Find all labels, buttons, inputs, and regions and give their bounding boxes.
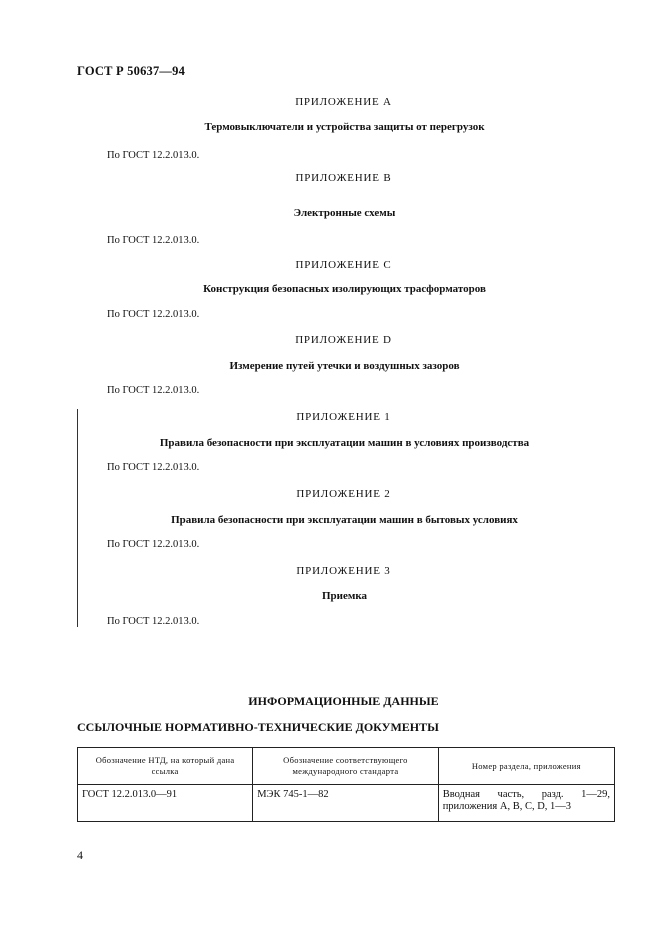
appendix-1-name: Правила безопасности при эксплуатации машин в условиях производства xyxy=(159,437,530,449)
cell-section: Вводная часть, разд. 1—29, приложения А, В, С, D, 1—3 xyxy=(438,785,614,822)
column-header-ntd: Обозначение НТД, на который дана ссылка xyxy=(78,748,253,785)
appendix-a-ref: По ГОСТ 12.2.013.0. xyxy=(107,150,200,161)
table-row xyxy=(78,785,615,822)
appendix-a-name: Термовыключатели и устройства защиты от перегрузок xyxy=(204,121,485,133)
appendix-c-name: Конструкция безопасных изолирующих трасформаторов xyxy=(203,283,486,295)
column-header-section: Номер раздела, приложения xyxy=(438,748,614,785)
appendix-c-ref: По ГОСТ 12.2.013.0. xyxy=(107,309,200,320)
document-header: ГОСТ Р 50637—94 xyxy=(77,64,186,78)
appendix-1-title: ПРИЛОЖЕНИЕ 1 xyxy=(296,411,391,423)
appendix-c-title: ПРИЛОЖЕНИЕ С xyxy=(295,259,392,271)
reference-docs-title: ССЫЛОЧНЫЕ НОРМАТИВНО-ТЕХНИЧЕСКИЕ ДОКУМЕНТЫ xyxy=(77,720,439,734)
appendix-2-ref: По ГОСТ 12.2.013.0. xyxy=(107,539,200,550)
appendix-1-ref: По ГОСТ 12.2.013.0. xyxy=(107,462,200,473)
appendix-2-title: ПРИЛОЖЕНИЕ 2 xyxy=(296,488,391,500)
reference-docs-table xyxy=(77,747,615,822)
appendix-d-name: Измерение путей утечки и воздушных зазоров xyxy=(229,360,460,372)
table-header-row xyxy=(78,748,615,785)
page-number: 4 xyxy=(77,848,83,862)
appendix-b-title: ПРИЛОЖЕНИЕ В xyxy=(295,172,392,184)
info-data-title: ИНФОРМАЦИОННЫЕ ДАННЫЕ xyxy=(248,694,439,708)
appendix-3-title: ПРИЛОЖЕНИЕ 3 xyxy=(296,565,391,577)
appendix-3-ref: По ГОСТ 12.2.013.0. xyxy=(107,616,200,627)
appendix-b-name: Электронные схемы xyxy=(293,207,396,219)
appendix-3-name: Приемка xyxy=(321,590,368,602)
cell-intl-standard: МЭК 745-1—82 xyxy=(253,785,438,822)
appendix-b-ref: По ГОСТ 12.2.013.0. xyxy=(107,235,200,246)
appendix-d-title: ПРИЛОЖЕНИЕ D xyxy=(295,334,392,346)
appendix-d-ref: По ГОСТ 12.2.013.0. xyxy=(107,385,200,396)
column-header-intl-standard: Обозначение соответствующего международного стандарта xyxy=(253,748,438,785)
appendix-a-title: ПРИЛОЖЕНИЕ А xyxy=(295,96,392,108)
appendix-2-name: Правила безопасности при эксплуатации машин в бытовых условиях xyxy=(171,514,518,526)
cell-ntd: ГОСТ 12.2.013.0—91 xyxy=(78,785,253,822)
